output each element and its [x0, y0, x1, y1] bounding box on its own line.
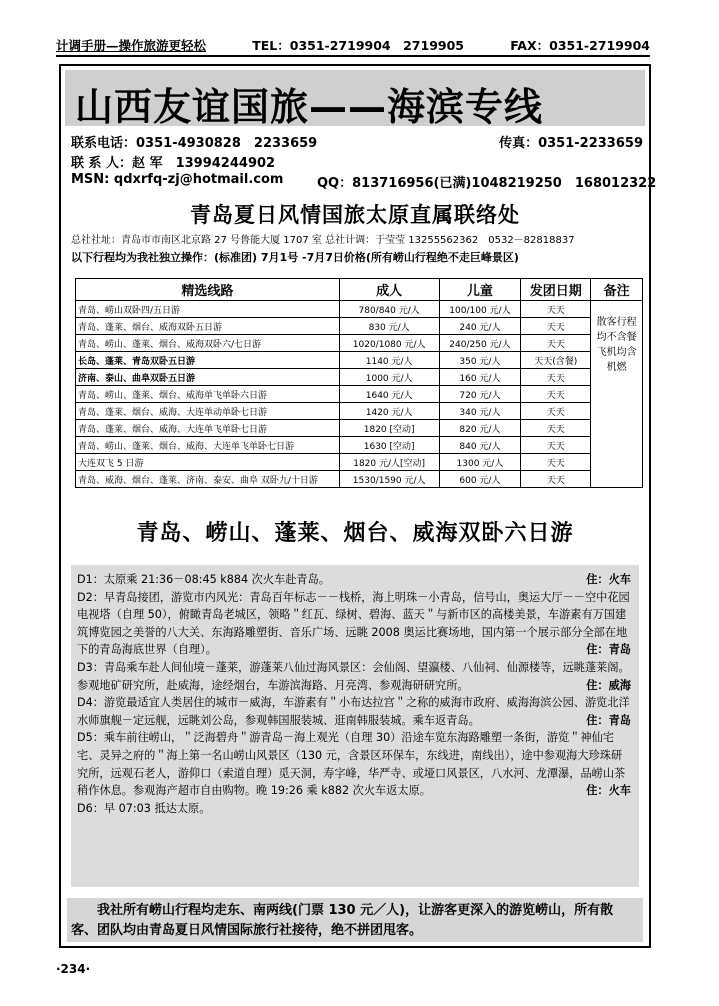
itinerary-day-stay: 住：威海 [586, 678, 631, 692]
itinerary-day-text: D5：乘车前往崂山，＂泛海碧舟＂游青岛－海上观光（自理 30）沿途车览东海路雕塑一条街，游览＂神仙宅宅、灵异之府的＂海上第一名山崂山风景区（130 元，含景区环保车，东线进，南线出），途中参观海大珍珠研究所，远观石老人，游仰口（索道自理）觅天洞，寿字峰，华严寺、或垭口风景区，八水河、龙潭瀑，品崂山茶稍作休息。参观海产超市自由购物。晚 19:26 乘 k882 次火车返太原。 [77, 731, 626, 798]
col-header-route: 精选线路 [76, 279, 340, 301]
child-price-cell: 340 元/人 [439, 403, 521, 420]
route-cell: 济南、泰山、曲阜双卧五日游 [76, 369, 340, 386]
itinerary-day-text: D1：太原乘 21:36－08:45 k884 次火车赴青岛。 [77, 573, 330, 586]
header-slogan: 计调手册—操作旅游更轻松 [56, 38, 207, 53]
table-header-row [76, 279, 643, 301]
table-row [76, 335, 643, 352]
route-cell: 青岛、崂山、蓬莱、烟台、威海双卧六/七日游 [76, 335, 340, 352]
itinerary-day-text: D2：早青岛接团，游览市内风光：青岛百年标志－－栈桥，海上明珠－小青岛，信号山，奥运大厅－－空中花园电视塔（自理 50），俯瞰青岛老城区，领略＂红瓦、绿树、碧海、蓝天＂与新市区的高楼美景，车游素有万国建筑博览园之美誉的八大关、东海路雕塑街、音乐广场、远眺 2008 奥运比赛场地，国内第一个展示部分全部在地下的青岛海底世界（自理）。 [77, 590, 630, 657]
table-row [76, 318, 643, 335]
departure-date-cell: 天天 [521, 454, 591, 471]
header-fax: FAX：0351-2719904 [510, 38, 650, 53]
table-row [76, 352, 643, 369]
route-cell: 青岛、崂山双卧四/五日游 [76, 301, 340, 318]
child-price-cell: 240 元/人 [439, 318, 521, 335]
remarks-cell: 散客行程均不含餐 飞机均含机燃 [591, 301, 643, 488]
col-header-child: 儿童 [439, 279, 521, 301]
contact-phone: 联系电话：0351-4930828 2233659 [71, 136, 318, 151]
route-cell: 青岛、蓬莱、烟台、威海、大连单动单卧七日游 [76, 403, 340, 420]
col-header-date: 发团日期 [521, 279, 591, 301]
departure-date-cell: 天天 [521, 335, 591, 352]
col-header-note: 备注 [591, 279, 643, 301]
departure-date-cell: 天天 [521, 437, 591, 454]
table-row [76, 301, 643, 318]
child-price-cell: 160 元/人 [439, 369, 521, 386]
table-row [76, 420, 643, 437]
child-price-cell: 1300 元/人 [439, 454, 521, 471]
adult-price-cell: 1820 元/人[空动] [339, 454, 439, 471]
itinerary-day-stay: 住：青岛 [586, 643, 631, 657]
adult-price-cell: 780/840 元/人 [339, 301, 439, 318]
adult-price-cell: 1420 元/人 [339, 403, 439, 420]
route-cell: 长岛、蓬莱、青岛双卧五日游 [76, 352, 340, 369]
departure-date-cell: 天天 [521, 471, 591, 488]
itinerary-day [77, 694, 633, 729]
adult-price-cell: 1000 元/人 [339, 369, 439, 386]
table-row [76, 369, 643, 386]
itinerary-day [77, 729, 633, 799]
route-cell: 青岛、威海、烟台、蓬莱、济南、泰安、曲阜 双卧九/十日游 [76, 471, 340, 488]
head-office-address: 总社社址：青岛市市南区北京路 27 号鲁能大厦 1707 室 总社计调：于莹莹 13255562362 0532－82818837 [71, 235, 575, 246]
adult-price-cell: 1820 [空动] [339, 420, 439, 437]
route-cell: 青岛、蓬莱、烟台、威海双卧五日游 [76, 318, 340, 335]
table-row [76, 403, 643, 420]
departure-date-cell: 天天(含餐) [521, 352, 591, 369]
child-price-cell: 720 元/人 [439, 386, 521, 403]
itinerary-day [77, 659, 633, 694]
col-header-adult: 成人 [339, 279, 439, 301]
itinerary-day [77, 800, 633, 818]
table-row [76, 471, 643, 488]
page-number: ·234· [56, 962, 91, 976]
title-banner [65, 70, 645, 129]
itinerary-box [71, 565, 639, 887]
footer-text: 我社所有崂山行程均走东、南两线(门票 130 元／人)，让游客更深入的游览崂山，所有散客、团队均由青岛夏日风情国际旅行社接待，绝不拼团甩客。 [71, 903, 614, 938]
departure-date-cell: 天天 [521, 369, 591, 386]
contact-fax: 传真：0351-2233659 [499, 136, 643, 151]
adult-price-cell: 1020/1080 元/人 [339, 335, 439, 352]
departure-date-cell: 天天 [521, 386, 591, 403]
itinerary-day-stay: 住：火车 [586, 573, 631, 586]
child-price-cell: 840 元/人 [439, 437, 521, 454]
itinerary-day-text: D3：青岛乘车赴人间仙境－蓬莱，游蓬莱八仙过海风景区：会仙阁、望瀛楼、八仙祠、仙源楼等，远眺蓬莱阁。参观地矿研究所，赴威海，途经烟台，车游滨海路、月亮湾、参观海研研究所。 [77, 660, 630, 692]
child-price-cell: 350 元/人 [439, 352, 521, 369]
departure-date-cell: 天天 [521, 318, 591, 335]
branch-title: 青岛夏日风情国旅太原直属联络处 [190, 203, 520, 227]
departure-date-cell: 天天 [521, 420, 591, 437]
top-header-bar [56, 34, 650, 57]
itinerary-day-stay: 住：青岛 [586, 713, 631, 727]
adult-price-cell: 1630 [空动] [339, 437, 439, 454]
child-price-cell: 100/100 元/人 [439, 301, 521, 318]
child-price-cell: 820 元/人 [439, 420, 521, 437]
child-price-cell: 240/250 元/人 [439, 335, 521, 352]
routes-table [75, 278, 647, 488]
adult-price-cell: 1140 元/人 [339, 352, 439, 369]
adult-price-cell: 1530/1590 元/人 [339, 471, 439, 488]
route-cell: 青岛、崂山、蓬莱、烟台、威海、大连单飞单卧七日游 [76, 437, 340, 454]
price-notice: 以下行程均为我社独立操作：(标准团) 7月1号 -7月7日价格(所有崂山行程绝不走巨峰景区) [71, 251, 519, 264]
itinerary-day [77, 589, 633, 659]
child-price-cell: 600 元/人 [439, 471, 521, 488]
tour-title: 青岛、崂山、蓬莱、烟台、威海双卧六日游 [136, 521, 574, 546]
table-row [76, 437, 643, 454]
advert-frame [59, 64, 657, 948]
header-tel: TEL：0351-2719904 2719905 [252, 38, 464, 53]
contact-msn: MSN: qdxrfq-zj@hotmail.com [71, 172, 284, 187]
footer-statement [67, 898, 643, 942]
route-cell: 青岛、崂山、蓬莱、烟台、威海单飞单卧六日游 [76, 386, 340, 403]
contact-person: 联 系 人：赵 军 13994244902 [71, 156, 276, 171]
itinerary-list [77, 571, 633, 817]
itinerary-day [77, 571, 633, 589]
departure-date-cell: 天天 [521, 403, 591, 420]
route-cell: 大连双飞 5 日游 [76, 454, 340, 471]
departure-date-cell: 天天 [521, 301, 591, 318]
adult-price-cell: 1640 元/人 [339, 386, 439, 403]
banner-title: 山西友谊国旅——海滨专线 [75, 85, 544, 129]
itinerary-day-text: D4：游览最适宜人类居住的城市－威海，车游素有＂小布达拉宫＂之称的威海市政府、威海海滨公园、游览北洋水师旗舰－定远舰，远眺刘公岛，参观韩国服装城、逛南韩服装城。乘车返青岛。 [77, 696, 630, 727]
table-row [76, 454, 643, 471]
route-cell: 青岛、蓬莱、烟台、威海、大连单飞单卧七日游 [76, 420, 340, 437]
contact-qq: QQ：813716956(已满)1048219250 168012322 [317, 176, 657, 191]
table-row [76, 386, 643, 403]
adult-price-cell: 830 元/人 [339, 318, 439, 335]
itinerary-day-stay: 住：火车 [586, 784, 631, 798]
itinerary-day-text: D6：早 07:03 抵达太原。 [77, 801, 211, 815]
